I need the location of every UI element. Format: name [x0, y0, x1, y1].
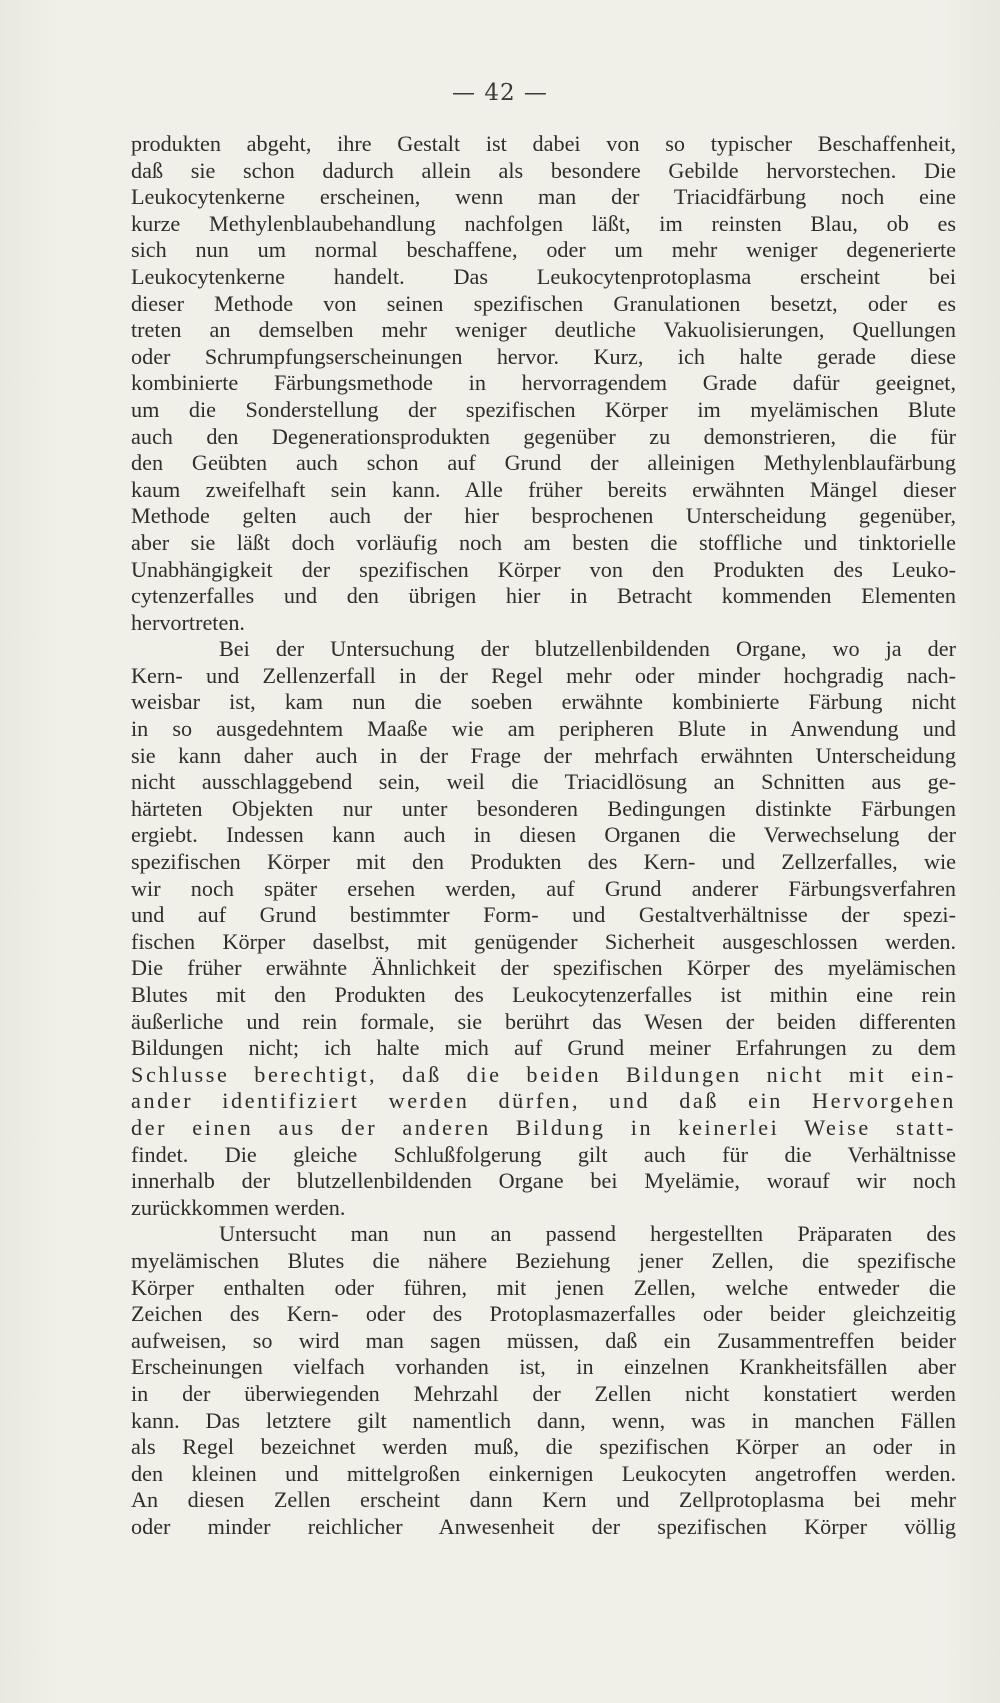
- text-line: Körper enthalten oder führen, mit jenen Zellen, welche entweder die: [131, 1274, 956, 1300]
- text-line: Methode gelten auch der hier besprochenen Unterscheidung gegenüber,: [131, 503, 956, 529]
- text-line: ergiebt. Indessen kann auch in diesen Organen die Verwechselung der: [131, 822, 956, 848]
- text-line: oder minder reichlicher Anwesenheit der spezifischen Körper völlig: [131, 1513, 956, 1539]
- text-line: kurze Methylenblaubehandlung nachfolgen läßt, im reinsten Blau, ob es: [131, 210, 956, 236]
- text-line: dieser Methode von seinen spezifischen Granulationen besetzt, oder es: [131, 290, 956, 316]
- text-line: kombinierte Färbungsmethode in hervorragendem Grade dafür geeignet,: [131, 370, 956, 396]
- text-line: äußerliche und rein formale, sie berührt das Wesen der beiden differenten: [131, 1008, 956, 1034]
- text-line: sie kann daher auch in der Frage der mehrfach erwähnten Unterscheidung: [131, 742, 956, 768]
- text-line: Unabhängigkeit der spezifischen Körper von den Produkten des Leuko-: [131, 556, 956, 582]
- page-number: — 42 —: [452, 80, 548, 106]
- text-line: sich nun um normal beschaffene, oder um mehr weniger degenerierte: [131, 237, 956, 263]
- text-line: cytenzerfalles und den übrigen hier in Betracht kommenden Elementen: [131, 583, 956, 609]
- emphasized-text-line: Schlusse berechtigt, daß die beiden Bildungen nicht mit ein-: [131, 1061, 956, 1087]
- emphasized-text-line: ander identifiziert werden dürfen, und daß ein Hervorgehen: [131, 1088, 956, 1114]
- paragraph-last-line: zurückkommen werden.: [131, 1194, 346, 1220]
- text-line: den kleinen und mittelgroßen einkernigen Leukocyten angetroffen werden.: [131, 1460, 956, 1486]
- text-line: Erscheinungen vielfach vorhanden ist, in einzelnen Krankheitsfällen aber: [131, 1354, 956, 1380]
- body-text: [131, 131, 956, 1540]
- text-line: Zeichen des Kern- oder des Protoplasmazerfalles oder beider gleichzeitig: [131, 1301, 956, 1327]
- text-line: aber sie läßt doch vorläufig noch am besten die stoffliche und tinktorielle: [131, 529, 956, 555]
- text-line: in der überwiegenden Mehrzahl der Zellen nicht konstatiert werden: [131, 1380, 956, 1406]
- text-line: als Regel bezeichnet werden muß, die spezifischen Körper an oder in: [131, 1434, 956, 1460]
- text-line: Die früher erwähnte Ähnlichkeit der spezifischen Körper des myelämischen: [131, 955, 956, 981]
- text-line: oder Schrumpfungserscheinungen hervor. Kurz, ich halte gerade diese: [131, 343, 956, 369]
- text-line: Leukocytenkerne handelt. Das Leukocytenprotoplasma erscheint bei: [131, 263, 956, 289]
- text-line: weisbar ist, kam nun die soeben erwähnte kombinierte Färbung nicht: [131, 689, 956, 715]
- text-line: Bildungen nicht; ich halte mich auf Grund meiner Erfahrungen zu dem: [131, 1035, 956, 1061]
- text-line: Kern- und Zellenzerfall in der Regel mehr oder minder hochgradig nach-: [131, 662, 956, 688]
- text-line: kaum zweifelhaft sein kann. Alle früher bereits erwähnten Mängel dieser: [131, 476, 956, 502]
- emphasized-text-line: der einen aus der anderen Bildung in keinerlei Weise statt-: [131, 1114, 956, 1140]
- paragraph-first-line: Bei der Untersuchung der blutzellenbildenden Organe, wo ja der: [219, 636, 956, 662]
- text-line: kann. Das letztere gilt namentlich dann, wenn, was in manchen Fällen: [131, 1407, 956, 1433]
- text-line: An diesen Zellen erscheint dann Kern und Zellprotoplasma bei mehr: [131, 1487, 956, 1513]
- text-line: produkten abgeht, ihre Gestalt ist dabei von so typischer Beschaffenheit,: [131, 131, 956, 156]
- text-line: um die Sonderstellung der spezifischen Körper im myelämischen Blute: [131, 396, 956, 422]
- text-line: nicht ausschlaggebend sein, weil die Triacidlösung an Schnitten aus ge-: [131, 769, 956, 795]
- text-line: wir noch später ersehen werden, auf Grund anderer Färbungsverfahren: [131, 875, 956, 901]
- text-line: findet. Die gleiche Schlußfolgerung gilt auch für die Verhältnisse: [131, 1141, 956, 1167]
- text-line: härteten Objekten nur unter besonderen Bedingungen distinkte Färbungen: [131, 795, 956, 821]
- text-line: auch den Degenerationsprodukten gegenüber zu demonstrieren, die für: [131, 423, 956, 449]
- text-line: und auf Grund bestimmter Form- und Gestaltverhältnisse der spezi-: [131, 902, 956, 928]
- paragraph-first-line: Untersucht man nun an passend hergestellten Präparaten des: [219, 1221, 956, 1247]
- text-line: myelämischen Blutes die nähere Beziehung jener Zellen, die spezifische: [131, 1247, 956, 1273]
- text-line: Leukocytenkerne erscheinen, wenn man der Triacidfärbung noch eine: [131, 184, 956, 210]
- text-line: fischen Körper daselbst, mit genügender Sicherheit ausgeschlossen werden.: [131, 928, 956, 954]
- paragraph-last-line: hervortreten.: [131, 609, 245, 635]
- text-line: daß sie schon dadurch allein als besondere Gebilde hervorstechen. Die: [131, 157, 956, 183]
- text-line: Blutes mit den Produkten des Leukocytenzerfalles ist mithin eine rein: [131, 982, 956, 1007]
- text-line: treten an demselben mehr weniger deutliche Vakuolisierungen, Quellungen: [131, 317, 956, 343]
- text-line: aufweisen, so wird man sagen müssen, daß ein Zusammentreffen beider: [131, 1327, 956, 1353]
- text-line: innerhalb der blutzellenbildenden Organe bei Myelämie, worauf wir noch: [131, 1168, 956, 1194]
- text-line: in so ausgedehntem Maaße wie am peripheren Blute in Anwendung und: [131, 716, 956, 742]
- text-line: den Geübten auch schon auf Grund der alleinigen Methylenblaufärbung: [131, 450, 956, 476]
- text-line: spezifischen Körper mit den Produkten des Kern- und Zellzerfalles, wie: [131, 849, 956, 875]
